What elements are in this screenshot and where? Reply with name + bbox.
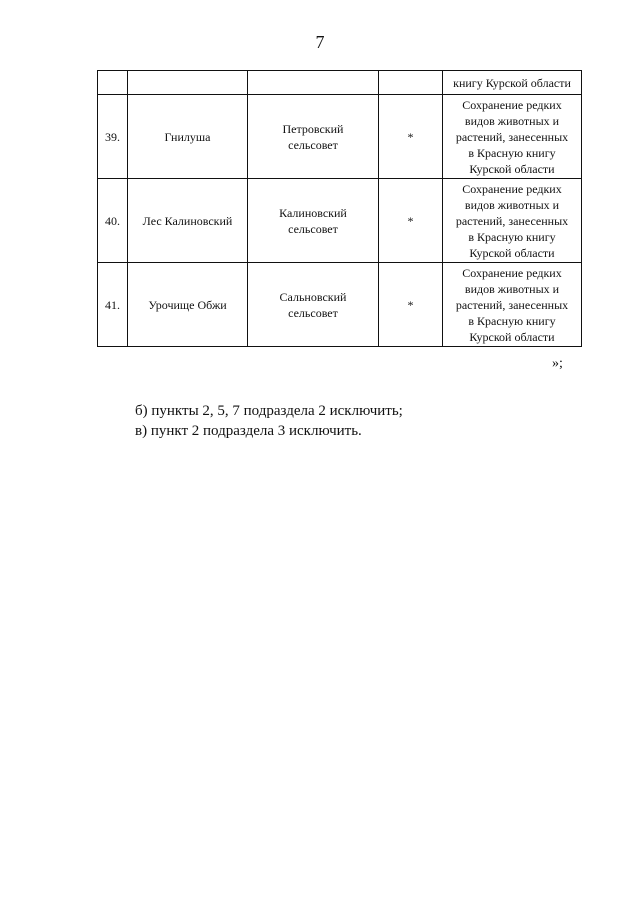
cell-number: 41. [98, 263, 128, 347]
cell-name: Лес Калиновский [128, 179, 248, 263]
cell-name: Гнилуша [128, 95, 248, 179]
location-line: сельсовет [288, 221, 338, 236]
cell-location [248, 95, 379, 179]
closing-quote: »; [552, 356, 563, 371]
paragraph-item-b: б) пункты 2, 5, 7 подраздела 2 исключить; [135, 403, 403, 419]
location-line: сельсовет [288, 137, 338, 152]
purpose-text: Сохранение редких видов животных и растений, занесенных в Красную книгу Курской области [455, 181, 569, 260]
paragraph-item-v: в) пункт 2 подраздела 3 исключить. [135, 423, 362, 439]
location-line: Сальновский [279, 289, 347, 304]
cell-purpose [443, 263, 582, 347]
page-number: 7 [315, 32, 325, 52]
purpose-text: Сохранение редких видов животных и растений, занесенных в Красную книгу Курской области [455, 265, 569, 344]
location-line: сельсовет [288, 305, 338, 320]
cell-name [128, 71, 248, 95]
location-line: Петровский [282, 121, 344, 136]
cell-mark: * [379, 95, 443, 179]
cell-mark [379, 71, 443, 95]
cell-location [248, 263, 379, 347]
cell-number: 40. [98, 179, 128, 263]
cell-mark: * [379, 263, 443, 347]
cell-purpose [443, 179, 582, 263]
cell-location [248, 179, 379, 263]
cell-mark: * [379, 179, 443, 263]
cell-number [98, 71, 128, 95]
amendment-paragraphs [135, 401, 403, 441]
table-row [98, 179, 582, 263]
table-row [98, 263, 582, 347]
purpose-text: Сохранение редких видов животных и растений, занесенных в Красную книгу Курской области [455, 97, 569, 176]
location-line: Калиновский [279, 205, 347, 220]
cell-purpose: книгу Курской области [443, 71, 582, 95]
document-table [97, 70, 582, 347]
table-continuation-row [98, 71, 582, 95]
cell-name: Урочище Обжи [128, 263, 248, 347]
table-row [98, 95, 582, 179]
cell-number: 39. [98, 95, 128, 179]
cell-location [248, 71, 379, 95]
cell-purpose [443, 95, 582, 179]
